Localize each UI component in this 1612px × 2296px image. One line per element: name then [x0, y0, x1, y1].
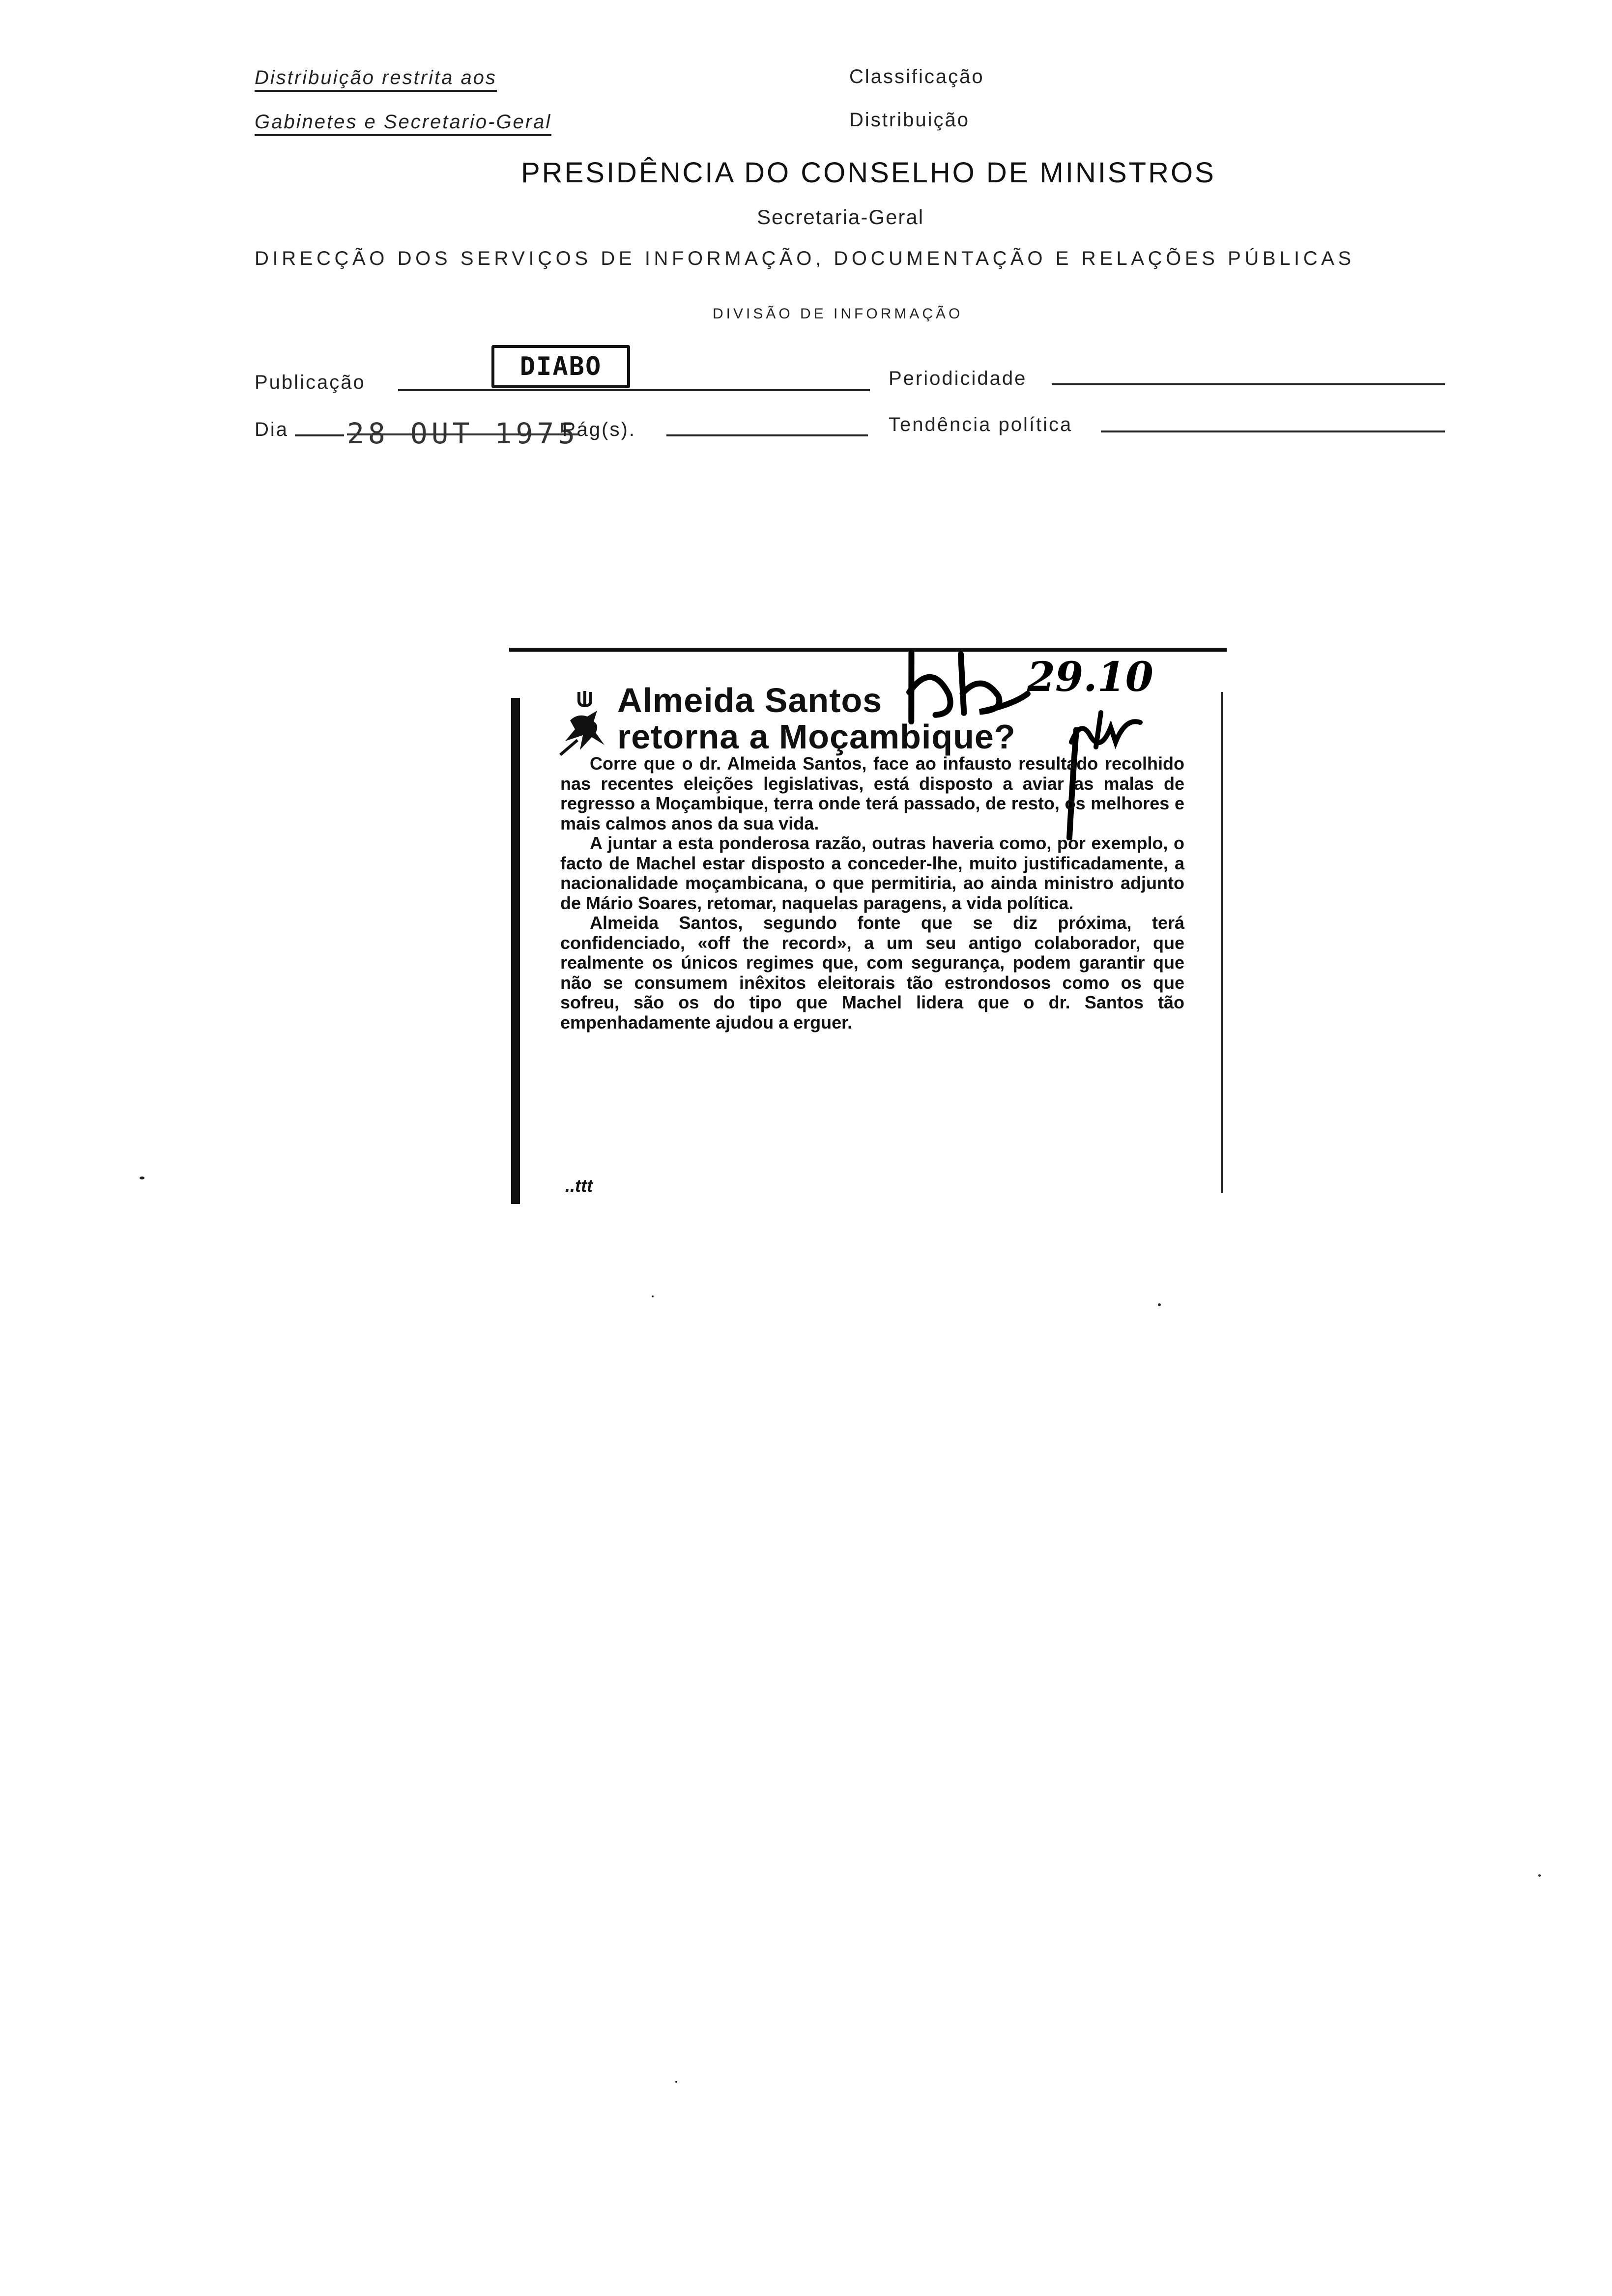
directorate-text: DIRECÇÃO DOS SERVIÇOS DE INFORMAÇÃO, DOCUMENTAÇÃO E RELAÇÕES PÚBLICAS [255, 248, 1355, 269]
article-paragraph-1: Corre que o dr. Almeida Santos, face ao infausto resultado recolhido nas recentes eleições legislativas, está disposto a aviar as malas de regresso a Moçambique, terra onde terá passado, de resto, os melhores e mais calmos anos da sua vida. [560, 753, 1184, 833]
directorate-title [255, 248, 1444, 270]
distribution-label: Distribuição [849, 109, 970, 131]
headline-line2: retorna a Moçambique? [617, 718, 1016, 756]
article-paragraph-2: A juntar a esta ponderosa razão, outras haveria como, por exemplo, o facto de Machel estar disposto a conceder-lhe, muito justificadamente, a nacionalidade moçambicana, o que permitiria, ao ainda ministro adjunto de Mário Soares, retomar, naquelas paragens, a vida política. [560, 833, 1184, 913]
article-paragraph-3: Almeida Santos, segundo fonte que se diz próxima, terá confidenciado, «off the record», a um seu antigo colaborador, que realmente os únicos regimes que, com segurança, podem garantir que não se consumem inêxitos eleitorais tão estrondosos como os que sofreu, são os do tipo que Machel lidera que o dr. Santos tão empenhadamente ajudou a erguer. [560, 913, 1184, 1033]
headline-line1: Almeida Santos [617, 681, 883, 719]
day-label: Dia [255, 419, 289, 440]
clipping-right-bar [1221, 692, 1223, 1193]
classification-label: Classificação [849, 66, 984, 87]
political-tendency-rule [1101, 430, 1445, 432]
devil-trident-icon [550, 686, 614, 760]
periodicity-label: Periodicidade [889, 368, 1027, 389]
publication-rule [398, 389, 870, 391]
article-body [560, 754, 1184, 1033]
clipping-top-rule [509, 648, 1227, 652]
organization-title: PRESIDÊNCIA DO CONSELHO DE MINISTROS [521, 157, 1216, 189]
date-stamp: 28 OUT 1975 [347, 417, 579, 450]
handwritten-scribble [901, 634, 1036, 745]
distribution-restriction-line1: Distribuição restrita aos [255, 67, 497, 92]
publication-label: Publicação [255, 372, 366, 393]
scan-speck [1538, 1874, 1541, 1877]
article-signature: ..ttt [565, 1176, 593, 1196]
political-tendency-label: Tendência política [889, 414, 1073, 435]
scan-speck [140, 1177, 144, 1179]
pages-label: Pág(s). [562, 419, 636, 440]
division-title: DIVISÃO DE INFORMAÇÃO [713, 306, 963, 322]
scan-speck [1158, 1303, 1161, 1306]
handwritten-initials-icon [901, 634, 1034, 727]
clipping-left-bar [511, 698, 520, 1204]
periodicity-rule [1052, 383, 1445, 385]
day-rule-left [295, 434, 344, 436]
scan-speck [675, 2081, 677, 2083]
pages-rule [666, 434, 868, 436]
publication-stamp: DIABO [491, 345, 630, 388]
scan-speck [652, 1295, 654, 1297]
distribution-restriction-line2: Gabinetes e Secretario-Geral [255, 111, 551, 136]
handwritten-date: 29.10 [1027, 654, 1153, 701]
secretariat-title: Secretaria-Geral [757, 205, 924, 229]
